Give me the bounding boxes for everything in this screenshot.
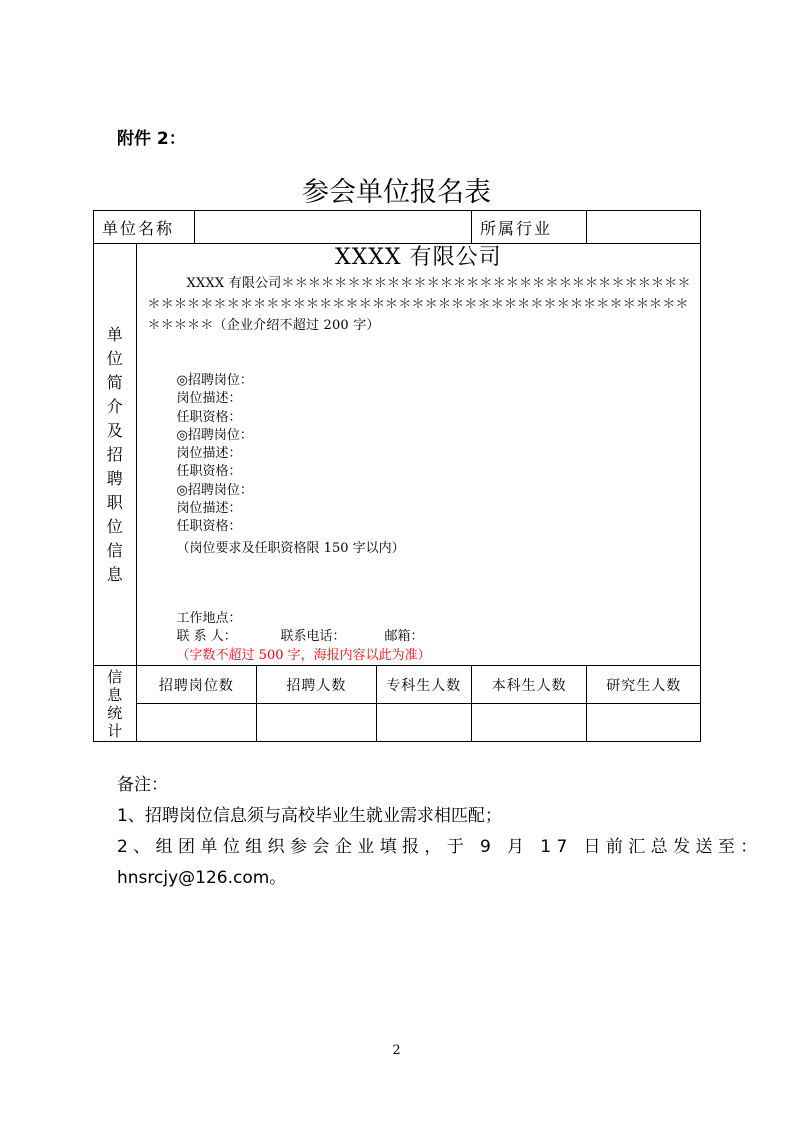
unit-name-field[interactable] — [195, 211, 472, 244]
remarks-label: 备注： — [117, 775, 168, 795]
job-description: 岗位描述： — [176, 501, 242, 517]
stats-value-field[interactable] — [587, 704, 701, 742]
unit-name-row — [94, 211, 701, 244]
page-title: 参会单位报名表 — [302, 177, 491, 208]
stats-value-field[interactable] — [471, 704, 587, 742]
vertical-label-char: 聘 — [106, 468, 123, 488]
job-list — [137, 372, 700, 558]
stats-header-row — [94, 666, 701, 704]
stats-header: 专科生人数 — [376, 666, 471, 704]
word-limit-note: （字数不超过 500 字，海报内容以此为准） — [176, 647, 431, 663]
stats-header: 招聘岗位数 — [136, 666, 257, 704]
vertical-label-char: 信 — [107, 667, 123, 686]
job-qualification: 任职资格： — [176, 409, 242, 425]
industry-label: 所属行业 — [471, 211, 587, 244]
job-qualification: 任职资格： — [176, 464, 242, 480]
company-name: XXXX 有限公司 — [334, 245, 502, 270]
stats-header: 本科生人数 — [471, 666, 587, 704]
vertical-label-char: 位 — [106, 516, 123, 536]
email-label: 邮箱： — [384, 629, 424, 645]
stats-section-label — [94, 666, 137, 742]
vertical-label-char: 信 — [106, 540, 123, 560]
job-position: ◎招聘岗位： — [176, 482, 253, 498]
vertical-label-char: 息 — [106, 564, 123, 584]
industry-field[interactable] — [587, 211, 701, 244]
vertical-label-char: 职 — [106, 492, 123, 512]
remarks-email: hnsrcjy@126.com。 — [117, 868, 287, 888]
remarks-item-2: 2、组团单位组织参会企业填报，于 9 月 17 日前汇总发送至： — [117, 837, 763, 857]
vertical-label-char: 息 — [107, 685, 123, 704]
contact-phone: 联系电话： — [280, 629, 346, 645]
jobs-note: （岗位要求及任职资格限 150 字以内） — [176, 540, 405, 556]
job-position: ◎招聘岗位： — [176, 427, 253, 443]
contact-info — [137, 610, 700, 666]
stats-header: 研究生人数 — [587, 666, 701, 704]
page-number: 2 — [392, 1043, 401, 1058]
intro-section-label-text — [94, 323, 136, 587]
vertical-label-char: 计 — [107, 721, 123, 740]
vertical-label-char: 位 — [106, 348, 123, 368]
stats-value-row — [94, 704, 701, 742]
job-qualification: 任职资格： — [176, 519, 242, 535]
vertical-label-char: 介 — [106, 396, 123, 416]
vertical-label-char: 及 — [106, 420, 123, 440]
job-position: ◎招聘岗位： — [176, 373, 253, 388]
job-description: 岗位描述： — [176, 446, 242, 462]
stats-value-field[interactable] — [376, 704, 471, 742]
contact-person: 联 系 人： — [176, 629, 237, 645]
stats-value-field[interactable] — [136, 704, 257, 742]
stats-section-label-text — [94, 668, 136, 740]
intro-row — [94, 244, 701, 666]
remarks-item-1: 1、招聘岗位信息须与高校毕业生就业需求相匹配； — [117, 806, 502, 826]
stats-value-field[interactable] — [257, 704, 377, 742]
vertical-label-char: 统 — [107, 703, 123, 722]
remarks — [117, 770, 763, 894]
registration-form-table — [93, 210, 701, 742]
vertical-label-char: 单 — [106, 324, 123, 344]
company-intro: XXXX 有限公司＊＊＊＊＊＊＊＊＊＊＊＊＊＊＊＊＊＊＊＊＊＊＊＊＊＊＊＊＊＊＊＊＊＊＊＊＊＊＊＊＊＊＊＊＊＊＊＊＊＊＊＊＊＊＊＊＊＊＊＊＊＊＊＊＊＊＊＊＊＊＊＊＊＊＊＊＊（企业介绍不超过 200 字） — [147, 276, 691, 333]
contact-line — [177, 628, 700, 647]
intro-content-cell[interactable] — [136, 244, 700, 666]
vertical-label-char: 招 — [106, 444, 123, 464]
job-description: 岗位描述： — [176, 391, 242, 407]
intro-section-label — [94, 244, 137, 666]
work-location: 工作地点： — [176, 610, 242, 626]
stats-header: 招聘人数 — [257, 666, 377, 704]
vertical-label-char: 简 — [106, 372, 123, 392]
attachment-label: 附件 2： — [117, 129, 186, 149]
unit-name-label: 单位名称 — [94, 211, 195, 244]
